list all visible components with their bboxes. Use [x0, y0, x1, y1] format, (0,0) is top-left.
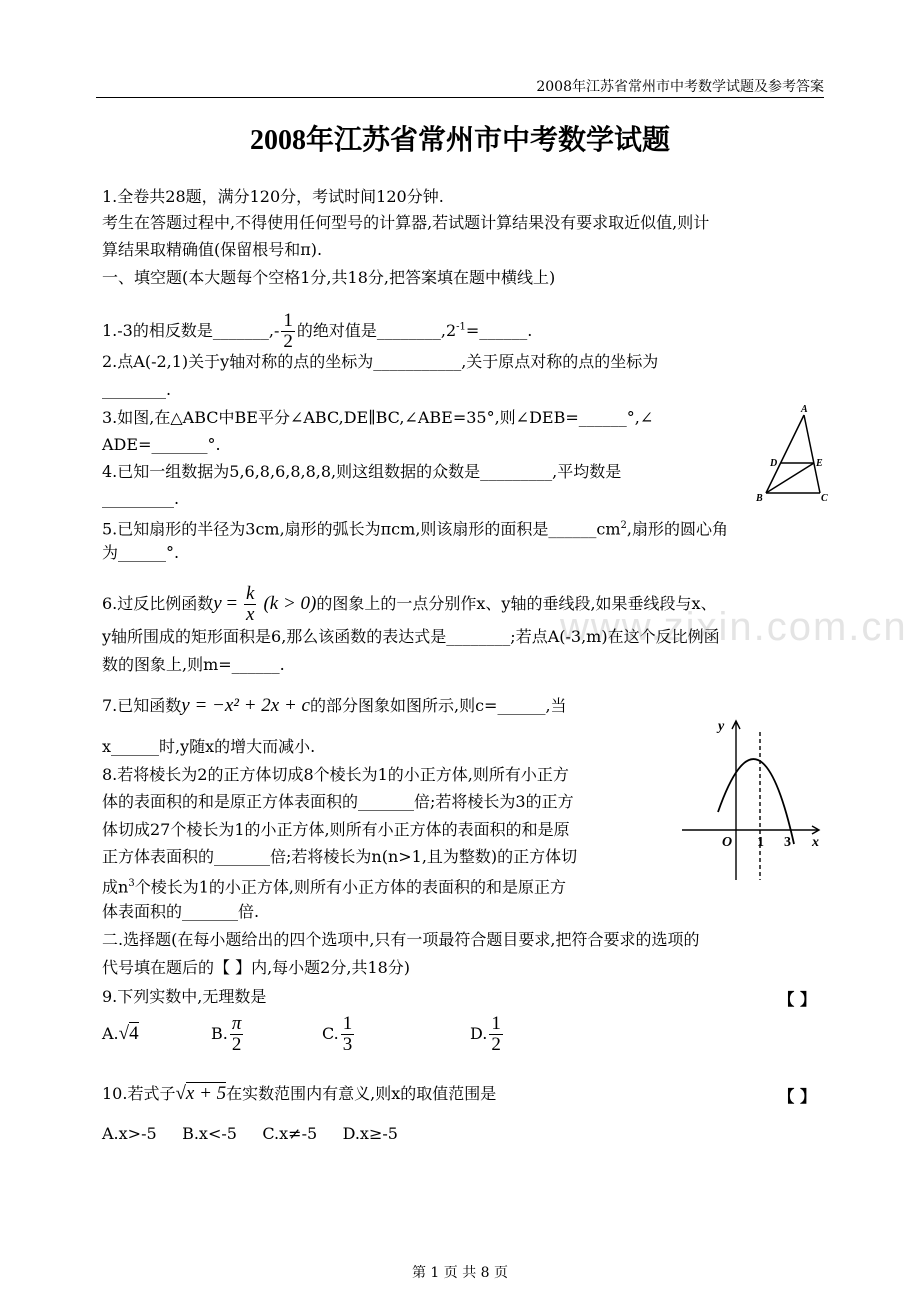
instruction-line-3: 算结果取精确值(保留根号和π). — [102, 240, 323, 259]
question-5-line-2: 为______°. — [102, 543, 180, 562]
question-7-line-2: x______时,y随x的增大而减小. — [102, 737, 316, 756]
q1-text-b: 的绝对值是________,2 — [296, 321, 457, 340]
section-2-heading-line-2: 代号填在题后的【 】内,每小题2分,共18分) — [102, 958, 411, 977]
q9-option-b-fraction — [230, 1014, 244, 1055]
q6-text-post: 的图象上的一点分别作x、y轴的垂线段,如果垂线段与x、 — [316, 594, 717, 613]
q9-option-d-fraction — [489, 1014, 503, 1055]
q9-option-c-numerator: 1 — [342, 1013, 353, 1034]
q9-option-c-fraction — [341, 1014, 355, 1055]
q9-option-c-denominator: 3 — [342, 1034, 353, 1055]
parabola-curve — [718, 759, 794, 844]
q5-text-a2: ,扇形的圆心角 — [626, 519, 729, 539]
side-ac — [804, 415, 820, 493]
question-8-line-3: 体切成27个棱长为1的小正方体,则所有小正方体的表面积的和是原 — [102, 820, 570, 839]
page-title: 2008年江苏省常州市中考数学试题 — [249, 125, 670, 156]
q9-option-c — [322, 1014, 356, 1055]
question-9-stem: 9.下列实数中,无理数是 — [102, 987, 267, 1006]
q5-text-a: 5.已知扇形的半径为3cm,扇形的弧长为πcm,则该扇形的面积是______cm — [102, 519, 621, 539]
label-b: B — [756, 493, 763, 504]
question-3-line-1: 3.如图,在△ABC中BE平分∠ABC,DE∥BC,∠ABE=35°,则∠DEB=______°,∠ — [102, 408, 654, 427]
watermark: www.zixin.com.cn — [560, 605, 908, 649]
q1-minus: - — [273, 321, 280, 340]
question-8-line-5 — [102, 874, 566, 897]
question-2-line-1: 2.点A(-2,1)关于y轴对称的点的坐标为___________,关于原点对称的点的坐标为 — [102, 352, 659, 371]
q6-y: y — [213, 593, 222, 614]
label-c: C — [821, 493, 828, 504]
question-8-line-2: 体的表面积的和是原正方体表面积的_______倍;若将棱长为3的正方 — [102, 792, 574, 811]
q9-option-a-radical: √4 — [118, 1023, 139, 1044]
q1-denominator: 2 — [283, 331, 293, 352]
page-footer: 第 1 页 共 8 页 — [411, 1265, 509, 1281]
q6-fraction — [244, 584, 256, 625]
question-1 — [102, 311, 532, 352]
question-2-line-2: ________. — [102, 380, 172, 399]
q9-option-d-letter: D. — [470, 1024, 488, 1043]
q6-condition: (k > 0) — [263, 593, 317, 614]
q10-radical: √x + 5 — [175, 1083, 227, 1104]
question-10-stem — [102, 1084, 496, 1104]
instruction-line-1: 1.全卷共28题，满分120分，考试时间120分钟. — [102, 187, 444, 206]
tick-1-label: 1 — [757, 835, 764, 850]
q8-text-post: 个棱长为1的小正方体,则所有小正方体的表面积的和是原正方 — [134, 877, 566, 897]
q10-text-post: 在实数范围内有意义,则x的取值范围是 — [226, 1084, 497, 1103]
triangle-figure — [748, 405, 838, 505]
q6-eq: = — [221, 593, 242, 614]
q8-exponent: 3 — [128, 878, 135, 889]
q10-text-pre: 10.若式子 — [102, 1084, 176, 1103]
q1-numerator: 1 — [283, 310, 293, 331]
q9-option-d — [470, 1014, 505, 1055]
x-axis-label: x — [812, 835, 819, 850]
q9-option-a-radicand: 4 — [129, 1023, 139, 1044]
q9-option-b-numerator: π — [231, 1013, 242, 1034]
q9-option-b-denominator: 2 — [231, 1034, 242, 1055]
label-d: D — [770, 458, 778, 469]
q9-option-d-numerator: 1 — [491, 1013, 501, 1034]
q5-exponent: 2 — [620, 520, 627, 531]
q8-text-pre: 成n — [102, 877, 129, 897]
answer-bracket-q9: 【 】 — [778, 990, 816, 1009]
q7-text-pre: 7.已知函数 — [102, 696, 182, 715]
q7-text-post: 的部分图象如图所示,则c=______,当 — [310, 696, 567, 715]
tick-3-label: 3 — [784, 835, 791, 850]
question-7-line-1 — [102, 696, 567, 716]
q1-text-c: =______. — [465, 321, 533, 340]
question-6-line-3: 数的图象上,则m=______. — [102, 655, 285, 674]
header-rule — [96, 97, 824, 98]
question-4-line-2: _________. — [102, 489, 180, 508]
q6-denominator: x — [245, 604, 255, 625]
q9-option-b-letter: B. — [211, 1024, 228, 1043]
instruction-line-2: 考生在答题过程中,不得使用任何型号的计算器,若试题计算结果没有要求取近似值,则计 — [102, 213, 710, 232]
q1-exponent: -1 — [456, 321, 466, 333]
q9-option-a-letter: A. — [102, 1024, 119, 1043]
label-e: E — [816, 458, 823, 469]
parabola-figure — [678, 712, 828, 887]
question-4-line-1: 4.已知一组数据为5,6,8,6,8,8,8,则这组数据的众数是_________,平均数是 — [102, 462, 622, 481]
q1-text-a: 1.-3的相反数是_______, — [102, 321, 274, 340]
q9-option-d-denominator: 2 — [491, 1034, 501, 1055]
question-8-line-1: 8.若将棱长为2的正方体切成8个棱长为1的小正方体,则所有小正方 — [102, 765, 569, 784]
q10-radicand: x + 5 — [185, 1083, 227, 1104]
question-3-line-2: ADE=_______°. — [102, 435, 221, 454]
section-1-heading: 一、填空题(本大题每个空格1分,共18分,把答案填在题中横线上) — [102, 268, 556, 287]
q7-expression: y = −x² + 2x + c — [181, 695, 310, 716]
q1-fraction — [281, 311, 295, 352]
q9-option-a — [102, 1024, 139, 1044]
answer-bracket-q10: 【 】 — [778, 1087, 816, 1106]
question-8-line-6: 体表面积的_______倍. — [102, 902, 260, 921]
q9-option-b — [211, 1014, 245, 1055]
question-6-line-1 — [102, 584, 717, 625]
section-2-heading-line-1: 二.选择题(在每小题给出的四个选项中,只有一项最符合题目要求,把符合要求的选项的 — [102, 930, 700, 949]
question-6-line-2: y轴所围成的矩形面积是6,那么该函数的表达式是________;若点A(-3,m)在这个反比例函 — [102, 627, 720, 646]
origin-label: O — [722, 835, 733, 850]
label-a: A — [801, 405, 808, 415]
running-header: 2008年江苏省常州市中考数学试题及参考答案 — [536, 79, 824, 95]
q9-option-c-letter: C. — [322, 1024, 339, 1043]
question-5-line-1 — [102, 516, 728, 539]
q6-numerator: k — [245, 583, 255, 604]
q6-text-pre: 6.过反比例函数 — [102, 594, 214, 613]
question-10-options: A.x>-5 B.x<-5 C.x≠-5 D.x≥-5 — [102, 1124, 398, 1143]
question-8-line-4: 正方体表面积的_______倍;若将棱长为n(n>1,且为整数)的正方体切 — [102, 847, 578, 866]
y-axis-label: y — [718, 719, 725, 734]
